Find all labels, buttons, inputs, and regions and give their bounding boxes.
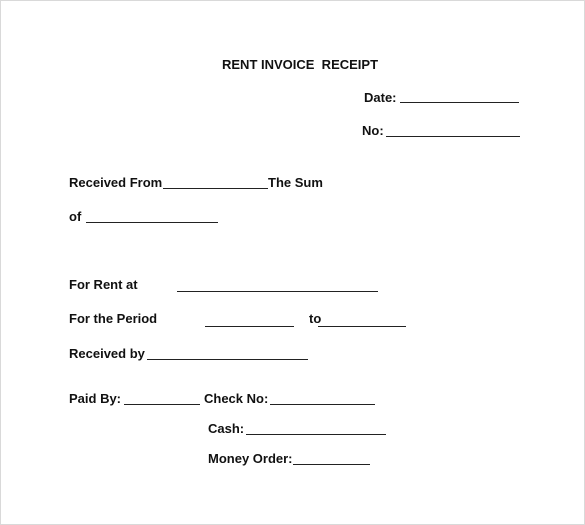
number-label: No:: [362, 123, 384, 138]
for-the-period-label: For the Period: [69, 311, 158, 326]
number-field-line[interactable]: [386, 136, 520, 137]
money-order-field-line[interactable]: [293, 464, 370, 465]
rent-address-field-line[interactable]: [177, 291, 378, 292]
the-sum-label: The Sum: [268, 175, 323, 190]
period-end-field-line[interactable]: [318, 326, 406, 327]
cash-label: Cash:: [208, 421, 245, 436]
received-from-label: Received From: [69, 175, 163, 190]
date-field-line[interactable]: [400, 102, 519, 103]
cash-field-line[interactable]: [246, 434, 386, 435]
check-no-label: Check No:: [204, 391, 269, 406]
receipt-title: RENT INVOICE RECEIPT: [222, 57, 379, 72]
received-by-label: Received by: [69, 346, 145, 361]
period-start-field-line[interactable]: [205, 326, 294, 327]
money-order-label: Money Order:: [208, 451, 293, 466]
check-no-field-line[interactable]: [270, 404, 375, 405]
paid-by-label: Paid By:: [69, 391, 122, 406]
paid-by-field-line[interactable]: [124, 404, 200, 405]
received-from-field-line[interactable]: [163, 188, 268, 189]
for-rent-at-label: For Rent at: [69, 277, 138, 292]
of-label: of: [69, 209, 82, 224]
received-by-field-line[interactable]: [147, 359, 308, 360]
sum-amount-field-line[interactable]: [86, 222, 218, 223]
date-label: Date:: [364, 90, 397, 105]
to-label: to: [309, 311, 322, 326]
